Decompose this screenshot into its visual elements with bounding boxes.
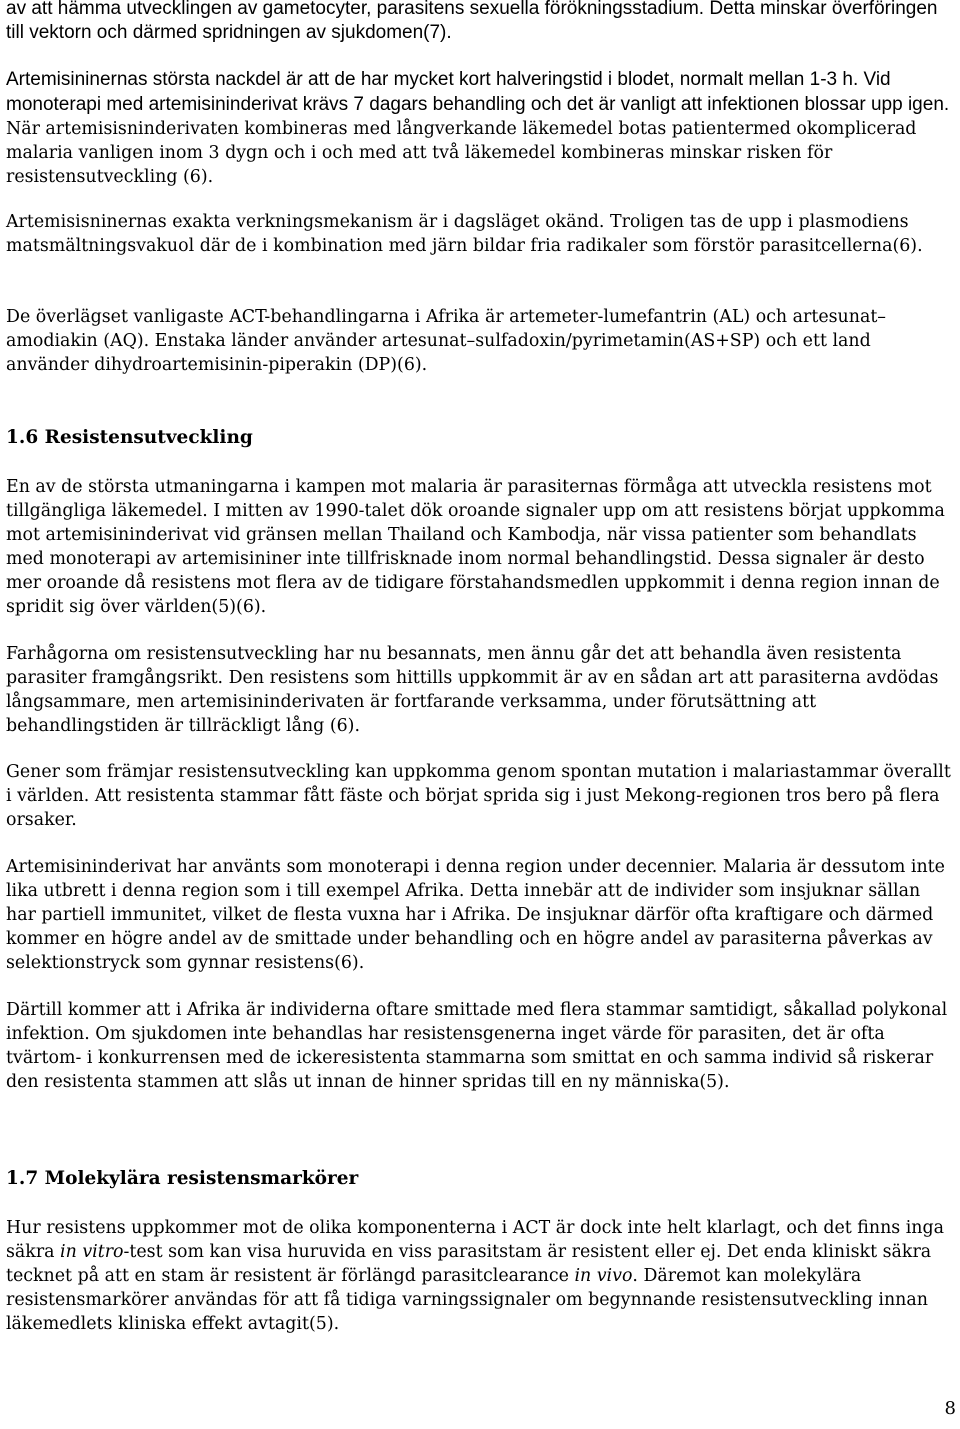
paragraph-molecular-text-3: . Däremot kan molekylära resistensmarkörer användas för att få tidiga varningssignaler om begynnande resistensutveckling innan läkemedlets kliniska effekt avtagit(5). [6,1265,928,1334]
italic-in-vivo: in vivo [574,1265,633,1286]
paragraph-resistance-intro: En av de största utmaningarna i kampen mot malaria är parasiternas förmåga att utveckla resistens mot tillgängliga läkemedel. I mitten av 1990-talet dök oroande signaler upp om att resistens börjat uppkomma mot artemisininderivat vid gränsen mellan Thailand och Kambodja, när vissa patienter som behandlats med monoterapi av artemisininer inte tillfrisknade inom normal behandlingstid. Dessa signaler är desto mer oroande då resistens mot flera av de tidigare förstahandsmedlen uppkommit i denna region innan de spridit sig över världen(5)(6). [6,477,945,617]
paragraph-molecular-text-1: Hur resistens uppkommer mot de olika komponenterna i ACT är dock inte helt klarlagt, och det finns inga säkra [6,1218,945,1262]
paragraph-molecular-text-2: -test som kan visa huruvida en viss parasitstam är resistent eller ej. Det enda kliniskt säkra tecknet på att en stam är resistent är förlängd parasitclearance [6,1241,932,1286]
paragraph-halflife-part-b: När artemisisninderivaten kombineras med långverkande läkemedel botas patientermed okomplicerad malaria vanligen inom 3 dygn och i och med att två läkemedel kombineras minskar risken för resistensutveckling (6). [6,118,917,187]
paragraph-mechanism: Artemisisninernas exakta verkningsmekanism är i dagsläget okänd. Troligen tas de upp i plasmodiens matsmältningsvakuol där de i kombination med järn bildar fria radikaler som förstör parasitcellerna(6). [6,212,923,256]
paragraph-resistance-fears: Farhågorna om resistensutveckling har nu besannats, men ännu går det att behandla även resistenta parasiter framgångsrikt. Den resistens som hittills uppkommit är av en sådan art att parasiterna avdödas långsammare, men artemisininderivaten är fortfarande verksamma, under förutsättning att behandlingstiden är tillräckligt lång (6). [6,644,939,736]
section-heading-1-6: 1.6 Resistensutveckling [6,427,253,448]
paragraph-halflife-part-a: Artemisininernas största nackdel är att de har mycket kort halveringstid i blodet, normalt mellan 1-3 h. Vid monoterapi med artemisininderivat krävs 7 dagars behandling och det är vanligt att infektionen blossar upp igen. [6,69,950,115]
italic-in-vitro: in vitro [60,1241,124,1262]
paragraph-halflife [6,68,954,190]
paragraph-polyclonal-infection: Därtill kommer att i Afrika är individerna oftare smittade med flera stammar samtidigt, såkallad polykonal infektion. Om sjukdomen inte behandlas har resistensgenerna inget värde för parasiten, det är ofta tvärtom- i konkurrensen med de ickeresistenta stammarna som smittat en och samma individ så riskerar den resistenta stammen att slås ut innan de hinner spridas till en ny människa(5). [6,1000,948,1092]
paragraph-resistance-genes: Gener som främjar resistensutveckling kan uppkomma genom spontan mutation i malariastammar överallt i världen. Att resistenta stammar fått fäste och börjat sprida sig i just Mekong-regionen tros bero på flera orsaker. [6,762,951,830]
section-heading-1-7: 1.7 Molekylära resistensmarkörer [6,1168,359,1189]
paragraph-monotherapy-region: Artemisininderivat har använts som monoterapi i denna region under decennier. Malaria är dessutom inte lika utbrett i denna region som i till exempel Afrika. Detta innebär att de individer som insjuknar sällan har partiell immunitet, vilket de flesta vuxna har i Afrika. De insjuknar därför ofta kraftigare och därmed kommer en högre andel av de smittade under behandling och en högre andel av parasiterna påverkas av selektionstryck som gynnar resistens(6). [6,857,945,973]
paragraph-molecular-markers [6,1217,954,1337]
paragraph-intro: av att hämma utvecklingen av gametocyter, parasitens sexuella förökningsstadium. Detta minskar överföringen till vektorn och därmed spridningen av sjukdomen(7). [6,0,938,43]
page-number: 8 [944,1398,956,1419]
paragraph-act-treatments: De överlägset vanligaste ACT-behandlingarna i Afrika är artemeter-lumefantrin (AL) och artesunat–amodiakin (AQ). Enstaka länder använder artesunat–sulfadoxin/pyrimetamin(AS+SP) och ett land använder dihydroartemisinin-piperakin (DP)(6). [6,307,887,375]
